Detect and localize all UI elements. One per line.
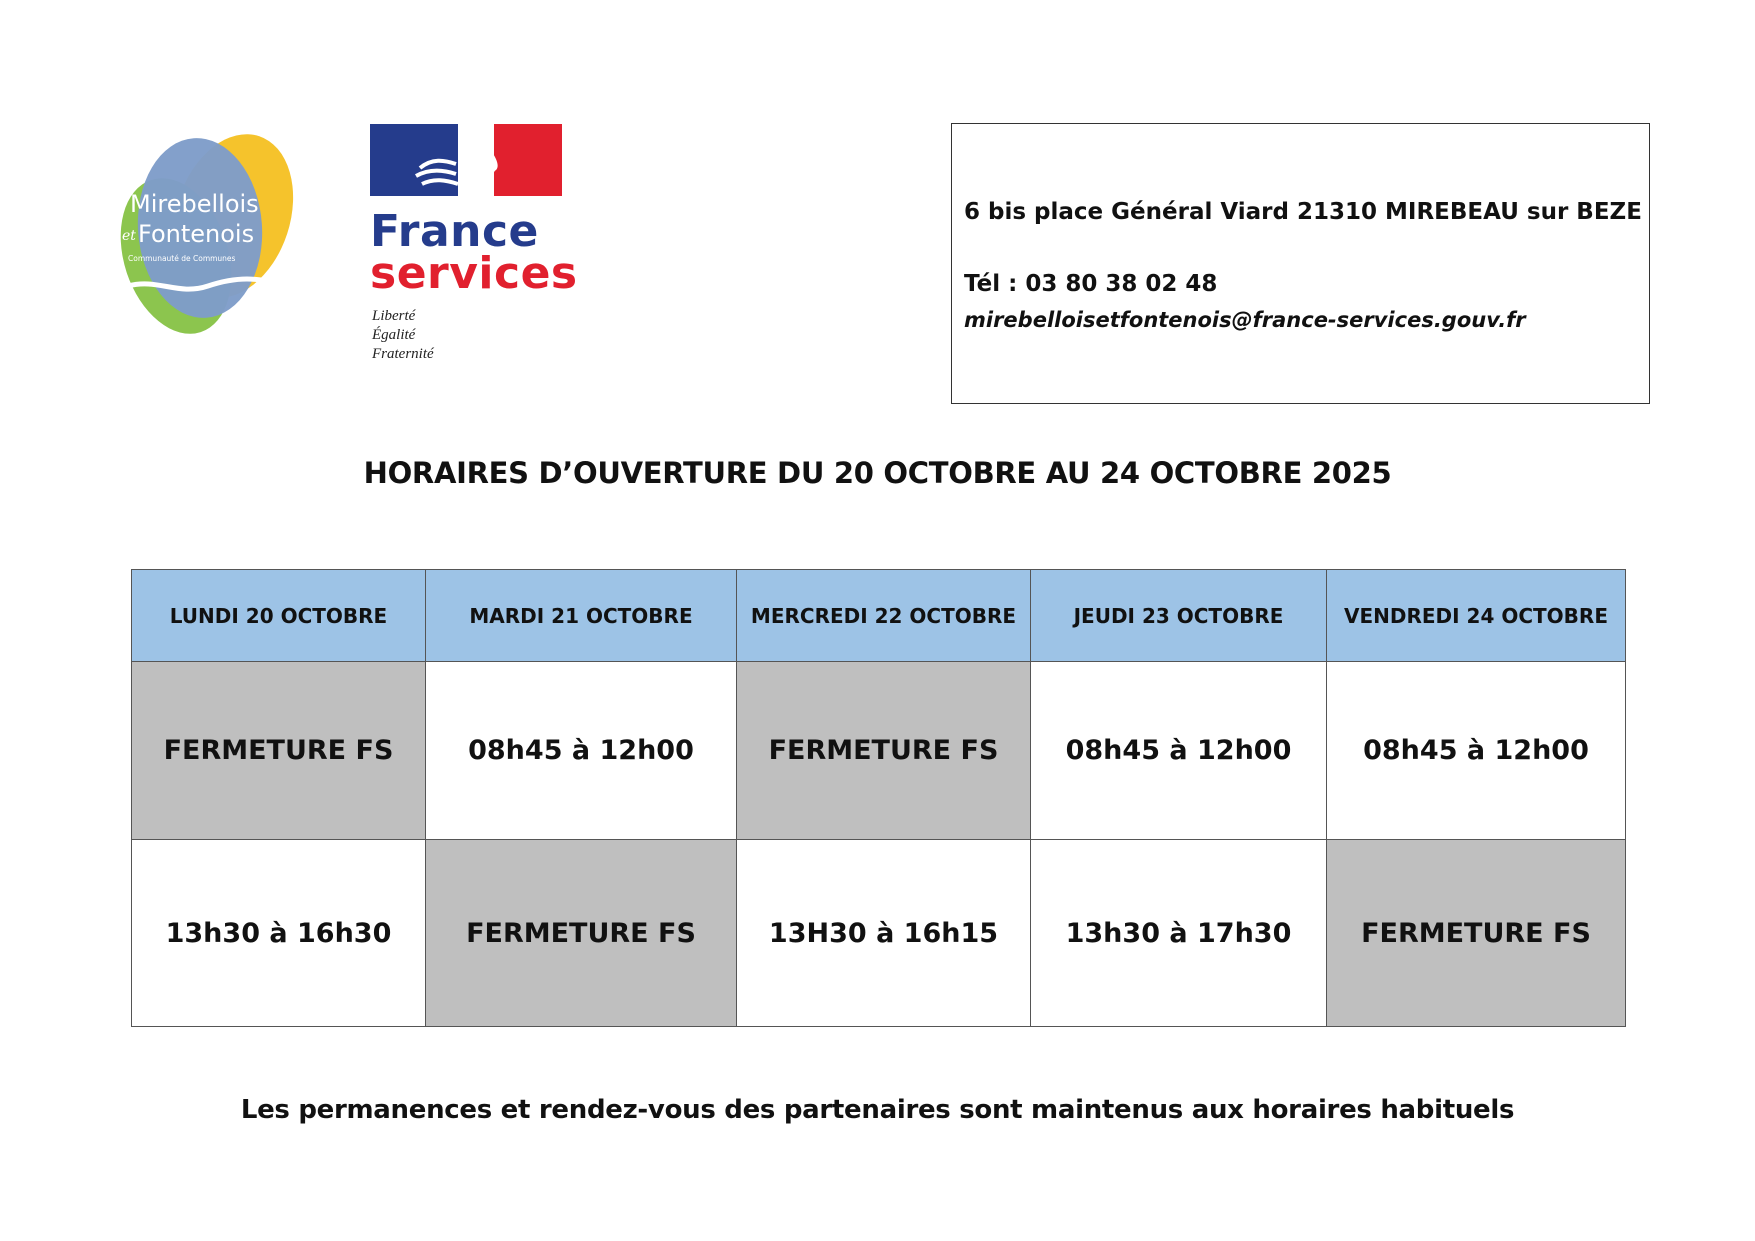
logo-line2: Fontenois — [138, 220, 255, 248]
afternoon-row — [132, 840, 1626, 1027]
thursday-morning: 08h45 à 12h00 — [1031, 662, 1327, 840]
republic-motto — [372, 307, 434, 364]
motto-liberte: Liberté — [372, 308, 416, 324]
marianne-flag-icon — [370, 124, 562, 196]
day-header-thursday: JEUDI 23 OCTOBRE — [1031, 570, 1327, 662]
address: 6 bis place Général Viard 21310 MIREBEAU sur BEZE — [964, 199, 1642, 225]
tuesday-afternoon: FERMETURE FS — [426, 840, 737, 1027]
morning-row — [132, 662, 1626, 840]
day-header-friday: VENDREDI 24 OCTOBRE — [1327, 570, 1626, 662]
france-word: France — [370, 206, 539, 257]
france-services-logo — [370, 124, 578, 364]
mirebellois-fontenois-logo — [108, 128, 298, 348]
day-header-wednesday: MERCREDI 22 OCTOBRE — [737, 570, 1031, 662]
day-header-monday: LUNDI 20 OCTOBRE — [132, 570, 426, 662]
page-title: HORAIRES D’OUVERTURE DU 20 OCTOBRE AU 24 OCTOBRE 2025 — [363, 456, 1392, 490]
footer-note: Les permanences et rendez-vous des partenaires sont maintenus aux horaires habituels — [240, 1095, 1515, 1125]
wednesday-afternoon: 13H30 à 16h15 — [737, 840, 1031, 1027]
logo-tagline: Communauté de Communes — [128, 254, 236, 263]
header-row — [132, 570, 1626, 662]
motto-fraternite: Fraternité — [372, 346, 434, 362]
tuesday-morning: 08h45 à 12h00 — [426, 662, 737, 840]
logo-line1: Mirebellois — [130, 190, 259, 218]
schedule-table — [131, 569, 1626, 1027]
thursday-afternoon: 13h30 à 17h30 — [1031, 840, 1327, 1027]
logo-line2-prefix: et — [122, 228, 136, 244]
monday-afternoon: 13h30 à 16h30 — [132, 840, 426, 1027]
wednesday-morning: FERMETURE FS — [737, 662, 1031, 840]
email: mirebelloisetfontenois@france-services.gouv.fr — [964, 308, 1526, 332]
monday-morning: FERMETURE FS — [132, 662, 426, 840]
phone: Tél : 03 80 38 02 48 — [964, 271, 1218, 297]
day-header-tuesday: MARDI 21 OCTOBRE — [426, 570, 737, 662]
motto-egalite: Égalité — [372, 327, 416, 343]
contact-box — [951, 123, 1650, 404]
friday-morning: 08h45 à 12h00 — [1327, 662, 1626, 840]
friday-afternoon: FERMETURE FS — [1327, 840, 1626, 1027]
services-word: services — [370, 248, 578, 299]
